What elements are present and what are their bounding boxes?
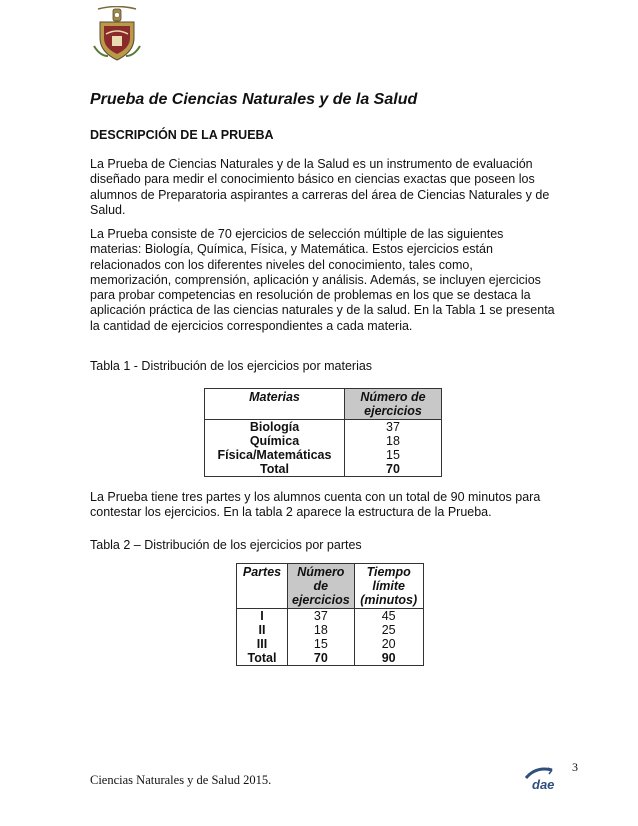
table-cell: Física/Matemáticas bbox=[205, 448, 345, 462]
table-cell: 90 bbox=[354, 651, 423, 666]
paragraph-description: La Prueba de Ciencias Naturales y de la Salud es un instrumento de evaluación diseñado para medir el conocimiento básico en ciencias exactas que poseen los alumnos de Preparatoria aspirantes a carreras del área de Ciencias Naturales y de Salud. bbox=[90, 157, 550, 217]
table-cell: 18 bbox=[345, 434, 442, 448]
table-cell: 18 bbox=[288, 623, 355, 637]
table2-caption: Tabla 2 – Distribución de los ejercicios por partes bbox=[90, 538, 362, 552]
page-number: 3 bbox=[572, 760, 578, 774]
table-cell: 20 bbox=[354, 637, 423, 651]
table-cell: II bbox=[237, 623, 288, 637]
table2-header-partes: Partes bbox=[237, 564, 288, 609]
table-cell: Química bbox=[205, 434, 345, 448]
paragraph-structure: La Prueba consiste de 70 ejercicios de selección múltiple de las siguientes materias: Biología, Química, Física, y Matemática. Estos ejercicios están relacionados con los diferentes niveles del conocimiento, tales como, memorización, comprensión, aplicación y análisis. Además, se incluyen ejercicios para probar competencias en resolución de problemas en los que se destaca la aplicación práctica de las ciencias naturales y de la salud. En la Tabla 1 se presenta la cantidad de ejercicios correspondientes a cada materia. bbox=[90, 227, 555, 333]
table-cell: Total bbox=[205, 462, 345, 477]
table-cell: Biología bbox=[205, 420, 345, 435]
footer-text: Ciencias Naturales y de Salud 2015. bbox=[90, 773, 272, 787]
table-cell: 37 bbox=[288, 609, 355, 624]
table-row bbox=[205, 420, 442, 435]
section-heading: DESCRIPCIÓN DE LA PRUEBA bbox=[90, 128, 274, 142]
table-materias bbox=[204, 388, 442, 477]
table-cell: 15 bbox=[288, 637, 355, 651]
university-crest-icon bbox=[92, 6, 142, 62]
table-row bbox=[205, 434, 442, 448]
table-cell: Total bbox=[237, 651, 288, 666]
table-partes bbox=[236, 563, 424, 666]
table-row bbox=[237, 623, 424, 637]
table1-header-materias: Materias bbox=[205, 389, 345, 420]
dae-logo-icon bbox=[522, 766, 562, 792]
table-cell: 15 bbox=[345, 448, 442, 462]
table2-header-tiempo: Tiempo límite (minutos) bbox=[354, 564, 423, 609]
table-row bbox=[205, 462, 442, 477]
table1-header-ejercicios: Número de ejercicios bbox=[345, 389, 442, 420]
table-row bbox=[237, 651, 424, 666]
document-title: Prueba de Ciencias Naturales y de la Salud bbox=[90, 91, 418, 108]
table-row bbox=[237, 609, 424, 624]
table2-header-ejercicios: Número de ejercicios bbox=[288, 564, 355, 609]
table-cell: 70 bbox=[288, 651, 355, 666]
table-cell: III bbox=[237, 637, 288, 651]
table-row bbox=[205, 448, 442, 462]
table-row bbox=[237, 637, 424, 651]
table-cell: 25 bbox=[354, 623, 423, 637]
table-cell: 70 bbox=[345, 462, 442, 477]
table-cell: 37 bbox=[345, 420, 442, 435]
table-cell: 45 bbox=[354, 609, 423, 624]
table-cell: I bbox=[237, 609, 288, 624]
paragraph-parts: La Prueba tiene tres partes y los alumnos cuenta con un total de 90 minutos para contestar los ejercicios. En la tabla 2 aparece la estructura de la Prueba. bbox=[90, 490, 541, 520]
table1-caption: Tabla 1 - Distribución de los ejercicios por materias bbox=[90, 359, 373, 373]
svg-text:dae: dae bbox=[532, 777, 555, 792]
